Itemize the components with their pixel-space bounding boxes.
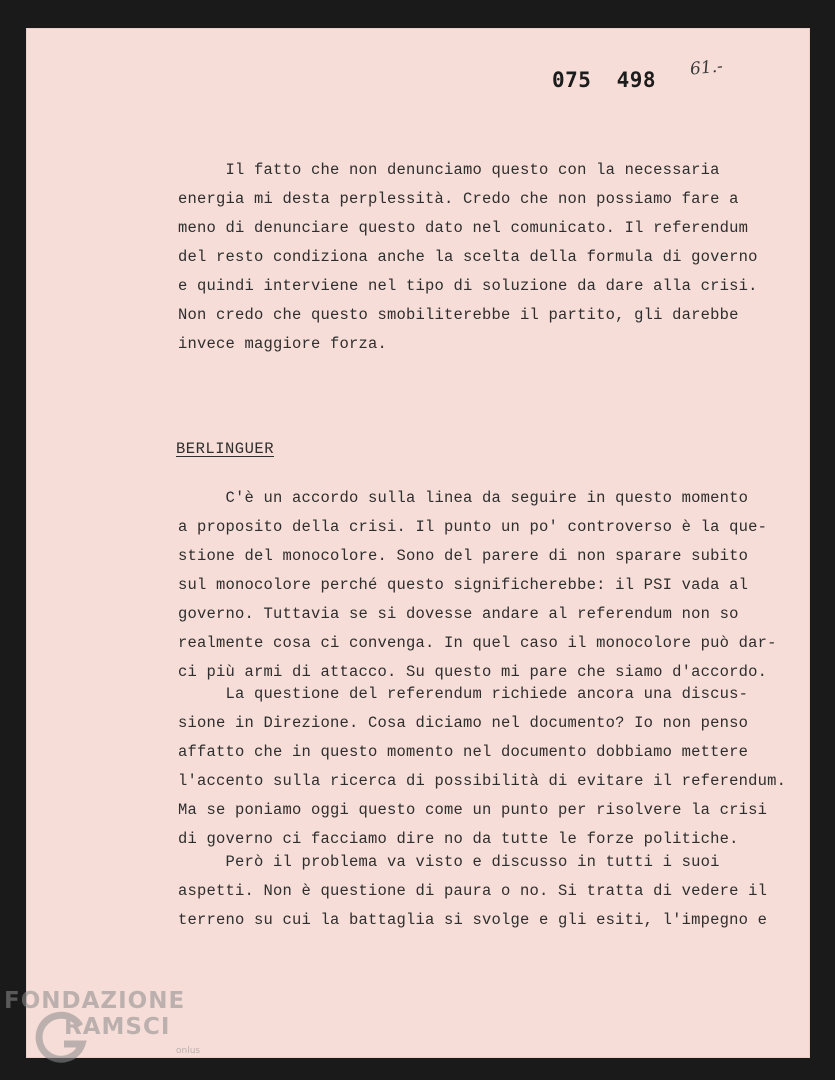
- text-line: affatto che in questo momento nel documento dobbiamo mettere: [178, 743, 749, 761]
- watermark-line-1: FONDAZIONE: [4, 988, 186, 1014]
- text-line: invece maggiore forza.: [178, 335, 388, 353]
- text-line: del resto condiziona anche la scelta della formula di governo: [178, 248, 758, 266]
- text-line: realmente cosa ci convenga. In quel caso il monocolore può dar-: [178, 634, 777, 652]
- text-line: terreno su cui la battaglia si svolge e gli esiti, l'impegno e: [178, 911, 768, 929]
- text-line: sul monocolore perché questo significherebbe: il PSI vada al: [178, 576, 749, 594]
- text-line: Ma se poniamo oggi questo come un punto per risolvere la crisi: [178, 801, 768, 819]
- archive-document-number: 075 498: [552, 68, 657, 92]
- text-line: meno di denunciare questo dato nel comunicato. Il referendum: [178, 219, 749, 237]
- text-line: Non credo che questo smobiliterebbe il partito, gli darebbe: [178, 306, 739, 324]
- text-line: C'è un accordo sulla linea da seguire in questo momento: [178, 489, 749, 507]
- text-line: Il fatto che non denunciamo questo con la necessaria: [178, 161, 720, 179]
- paragraph-berlinguer-2: [178, 680, 798, 854]
- fondazione-gramsci-watermark: [4, 988, 234, 1078]
- text-line: aspetti. Non è questione di paura o no. Si tratta di vedere il: [178, 882, 768, 900]
- text-line: e quindi interviene nel tipo di soluzione da dare alla crisi.: [178, 277, 758, 295]
- text-line: Però il problema va visto e discusso in tutti i suoi: [178, 853, 720, 871]
- text-line: sione in Direzione. Cosa diciamo nel documento? Io non penso: [178, 714, 749, 732]
- watermark-subtitle: onlus: [176, 1046, 201, 1056]
- text-line: governo. Tuttavia se si dovesse andare al referendum non so: [178, 605, 739, 623]
- text-line: di governo ci facciamo dire no da tutte le forze politiche.: [178, 830, 739, 848]
- document-page: [26, 28, 810, 1058]
- text-line: stione del monocolore. Sono del parere di non sparare subito: [178, 547, 749, 565]
- watermark-line-2: RAMSCI: [64, 1014, 171, 1040]
- text-line: a proposito della crisi. Il punto un po' controverso è la que-: [178, 518, 768, 536]
- text-line: La questione del referendum richiede ancora una discus-: [178, 685, 749, 703]
- handwritten-page-note: 61.-: [689, 56, 724, 80]
- paragraph-berlinguer-1: [178, 484, 798, 687]
- text-line: energia mi desta perplessità. Credo che non possiamo fare a: [178, 190, 739, 208]
- paragraph-berlinguer-3: [178, 848, 798, 935]
- paragraph-intro: [178, 156, 798, 359]
- text-line: l'accento sulla ricerca di possibilità di evitare il referendum.: [178, 772, 787, 790]
- speaker-heading: BERLINGUER: [176, 440, 275, 458]
- text-line: ci più armi di attacco. Su questo mi pare che siamo d'accordo.: [178, 663, 768, 681]
